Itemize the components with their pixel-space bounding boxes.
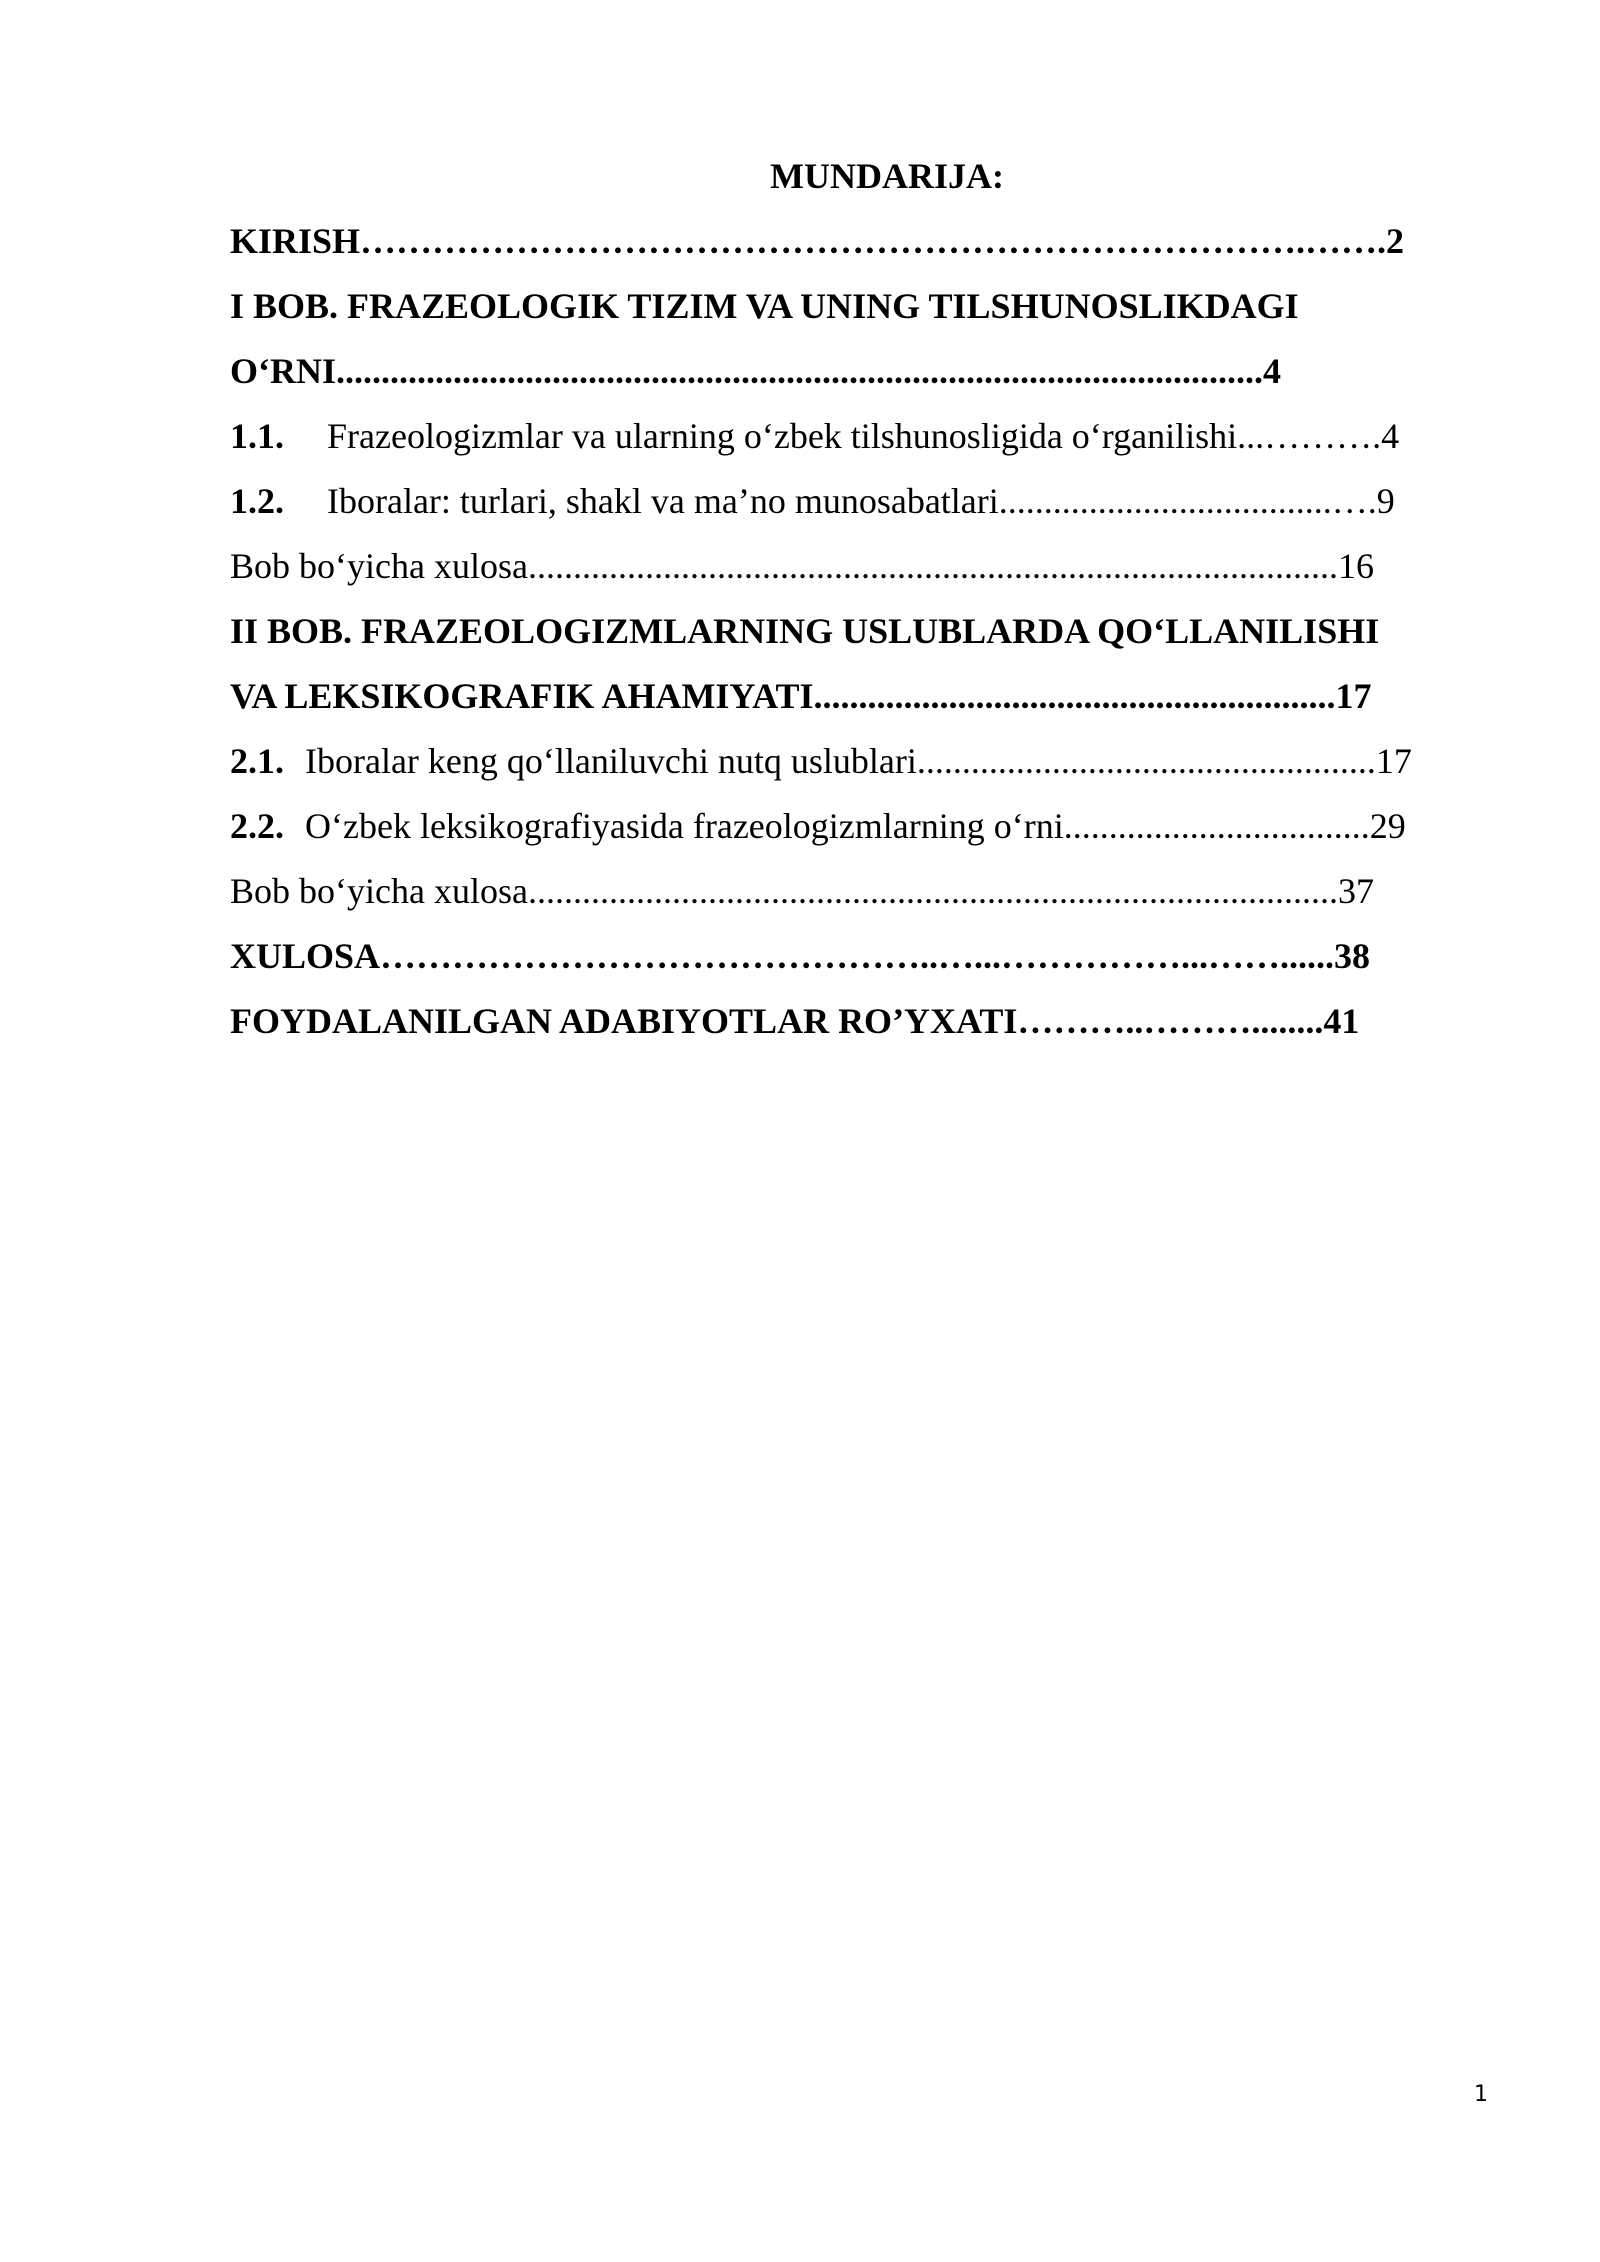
- toc-entry-text: Frazeologizmlar va ularning o‘zbek tilshunosligida o‘rganilishi...……….4: [327, 416, 1400, 456]
- toc-entry-text: FOYDALANILGAN ADABIYOTLAR RO’YXATI………..………........41: [230, 1001, 1360, 1041]
- toc-entry-text: I BOB. FRAZEOLOGIK TIZIM VA UNING TILSHUNOSLIKDAGI: [230, 286, 1299, 326]
- toc-entry-text: Iboralar keng qo‘llaniluvchi nutq uslublari...................................................17: [305, 741, 1412, 781]
- toc-entry-chapter-2-line-2: [230, 670, 1470, 735]
- toc-entry-xulosa: [230, 930, 1470, 995]
- toc-entry-chapter-2-line-1: [230, 605, 1470, 670]
- toc-entry-number: 1.1.: [230, 416, 284, 456]
- toc-heading: [0, 150, 1600, 202]
- toc-entry-text: O‘RNI.......................................................................................................4: [230, 351, 1281, 391]
- toc-entry-number: 1.2.: [230, 481, 284, 521]
- toc-entry-text: Bob bo‘yicha xulosa..........................................................................................37: [230, 871, 1374, 911]
- toc-entry-text: VA LEKSIKOGRAFIK AHAMIYATI..........................................................17: [230, 676, 1372, 716]
- toc-entry-text: XULOSA………………………………………..…...……………...……......38: [230, 936, 1371, 976]
- toc-entry-text: II BOB. FRAZEOLOGIZMLARNING USLUBLARDA QO‘LLANILISHI: [230, 611, 1380, 651]
- toc-entry-references: [230, 995, 1470, 1060]
- toc-entry-section-2-2: [230, 800, 1470, 865]
- toc-entry-chapter-1-line-1: [230, 280, 1470, 345]
- toc-entry-chapter-1-line-2: [230, 345, 1470, 410]
- toc-entry-kirish: [230, 215, 1470, 280]
- toc-entry-text: Iboralar: turlari, shakl va ma’no munosabatlari.....................................….9: [327, 481, 1395, 521]
- toc-entry-text: Bob bo‘yicha xulosa..........................................................................................16: [230, 546, 1374, 586]
- toc-entry-number: 2.2.: [230, 806, 284, 846]
- toc-entry-section-2-1: [230, 735, 1470, 800]
- toc-entry-text: KIRISH…………………………………………………………………….…….2: [230, 221, 1405, 261]
- toc-entry-chapter-1-summary: [230, 540, 1470, 605]
- toc-entry-section-1-2: [230, 475, 1470, 540]
- toc-entry-text: O‘zbek leksikografiyasida frazeologizmlarning o‘rni..................................29: [305, 806, 1406, 846]
- toc-entry-number: 2.1.: [230, 741, 284, 781]
- table-of-contents: [230, 215, 1470, 1060]
- toc-entry-chapter-2-summary: [230, 865, 1470, 930]
- page-number: 1: [1474, 2082, 1488, 2107]
- toc-heading-text: MUNDARIJA:: [770, 156, 1004, 196]
- toc-entry-section-1-1: [230, 410, 1470, 475]
